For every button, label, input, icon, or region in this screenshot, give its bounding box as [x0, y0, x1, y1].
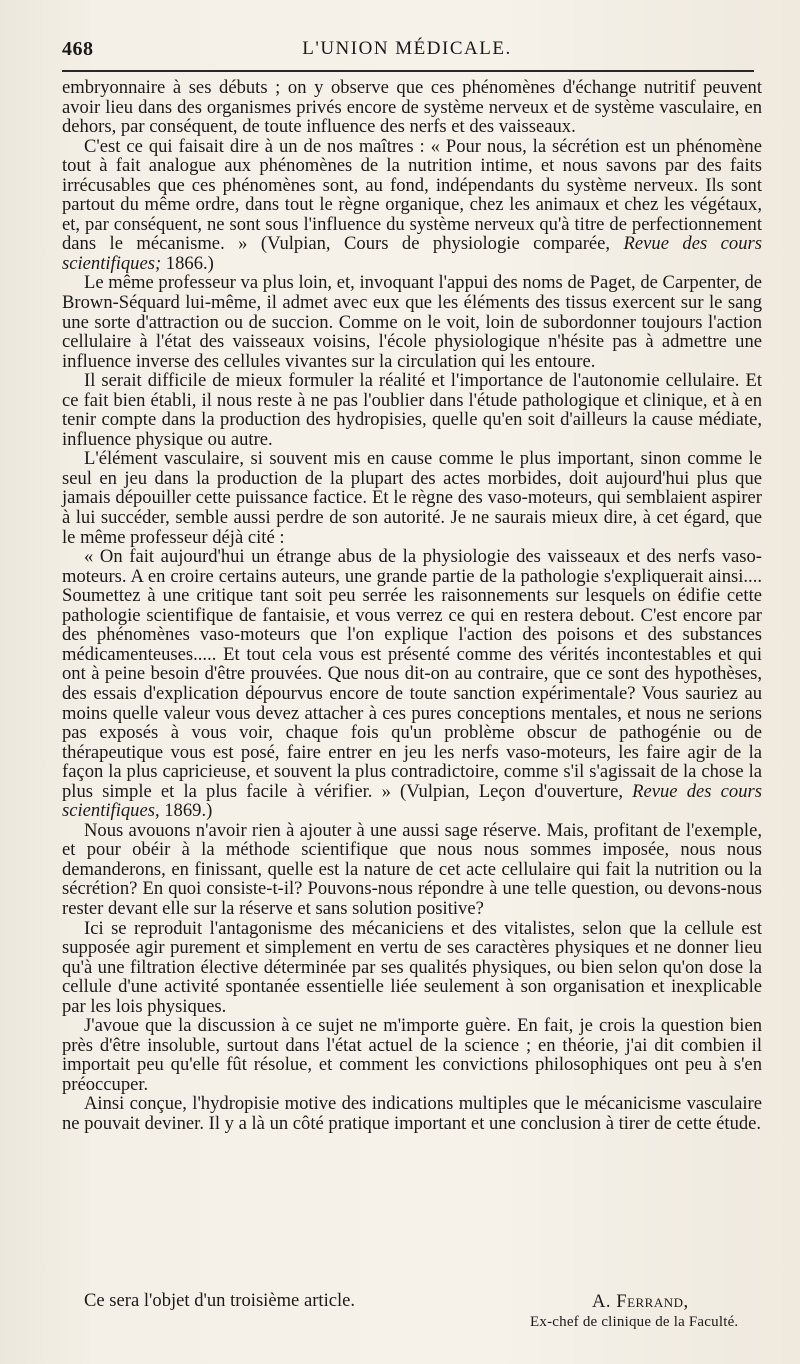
paragraph [62, 78, 762, 137]
paragraph-text: L'élément vasculaire, si souvent mis en cause comme le plus important, sinon comme le seul en jeu dans la production de la plupart des actes morbides, doit aujourd'hui plus que jamais dépouiller cette puissance factice. Et le règne des vaso-moteurs, qui semblaient aspirer à lui succéder, semble aussi perdre de son autorité. Je ne saurais mieux dire, à cet égard, que le même professeur déjà cité : [62, 448, 762, 548]
paragraph-text: Ici se reproduit l'antagonisme des mécaniciens et des vitalistes, selon que la cellule est supposée agir purement et simplement en vertu de ses caractères physiques et ne donner lieu qu'à une filtration élective déterminée par ses qualités physiques, ou bien selon qu'on dose la cellule d'une activité spontanée essentielle liée seulement à son organisation et inexplicable par les lois physiques. [62, 917, 762, 1017]
paragraph-text: , 1869.) [154, 800, 213, 822]
paragraph-text: C'est ce qui faisait dire à un de nos maîtres : « Pour nous, la sécrétion est un phénomène tout à fait analogue aux phénomènes de la nutrition intime, et nous savons par des faits irrécusables que ces phénomènes sont, au fond, indépendants du système nerveux. Ils sont partout du même ordre, dans tout le règne organique, chez les animaux et chez les végétaux, et, par conséquent, ne sont sous l'influence du système nerveux qu'à titre de perfectionnement dans le mécanisme. » (Vulpian, Cours de physiologie comparée, [62, 135, 762, 255]
paragraph-text: Nous avouons n'avoir rien à ajouter à une aussi sage réserve. Mais, profitant de l'exemple, et pour obéir à la méthode scientifique que nous nous sommes imposée, nous nous demanderons, en finissant, quelle est la nature de cet acte cellulaire qui fait la nutrition ou la sécrétion? En quoi consiste-t-il? Pouvons-nous répondre à une telle question, ou devons-nous rester devant elle sur la réserve et sans solution positive? [62, 819, 762, 919]
paragraph-text: embryonnaire à ses débuts ; on y observe que ces phénomènes d'échange nutritif peuvent avoir lieu dans des organismes privés encore de système nerveux et de système vasculaire, en dehors, par conséquent, de toute influence des nerfs et des vaisseaux. [62, 77, 762, 138]
paragraph-text: Il serait difficile de mieux formuler la réalité et l'importance de l'autonomie cellulaire. Et ce fait bien établi, il nous reste à ne pas l'oublier dans l'étude pathologique et clinique, et à en tenir compte dans la production des hydropisies, quelle qu'en soit d'ailleurs la cause médiate, influence physique ou autre. [62, 370, 762, 450]
paragraph [62, 1094, 762, 1133]
article-body [62, 78, 762, 1134]
paragraph-text: J'avoue que la discussion à ce sujet ne m'importe guère. En fait, je crois la question bien près d'être insoluble, surtout dans l'état actuel de la science ; en théorie, j'ai dit combien il importait peu qu'elle fût résolue, et comment les convictions philosophiques ont peu à s'en préoccuper. [62, 1015, 762, 1095]
paragraph [62, 1016, 762, 1094]
paragraph [62, 547, 762, 821]
page-header [62, 34, 752, 64]
paragraph-text: Le même professeur va plus loin, et, invoquant l'appui des noms de Paget, de Carpenter, de Brown-Séquard lui-même, il admet avec eux que les éléments des tissus exercent sur le sang une sorte d'attraction ou de succion. Comme on le voit, loin de subordonner toujours l'action cellulaire à l'état des vaisseaux voisins, l'école physiologique n'hésite pas à admettre une influence inverse des cellules vivantes sur la circulation qui les entoure. [62, 272, 762, 372]
closing-line: Ce sera l'objet d'un troisième article. [84, 1290, 356, 1311]
paragraph-text: Ainsi conçue, l'hydropisie motive des indications multiples que le mécanicisme vasculaire ne pouvait deviner. Il y a là un côté pratique important et une conclusion à tirer de cette étude. [62, 1093, 762, 1134]
running-title: L'UNION MÉDICALE. [302, 38, 512, 59]
paragraph [62, 919, 762, 1017]
page-number: 468 [62, 38, 94, 60]
paragraph [62, 273, 762, 371]
paragraph-text: « On fait aujourd'hui un étrange abus de la physiologie des vaisseaux et des nerfs vaso-moteurs. A en croire certains auteurs, une grande partie de la pathologie s'expliquerait ainsi.... Soumettez à une critique tant soit peu serrée les raisonnements sur lesquels on édifie cette pathologie scientifique de fantaisie, et vous verrez ce qui en restera debout. C'est encore par des phénomènes vaso-moteurs que l'on explique l'action des poisons et des substances médicamenteuses..... Et tout cela vous est présenté comme des vérités incontestables et qui ont à peine besoin d'être prouvées. Que nous dit-on au contraire, que ce sont des hypothèses, des essais d'explication dépourvus encore de toute sanction expérimentale? Vous sauriez au moins quelle valeur vous devez attacher à ces pures conceptions mentales, et nous ne serions pas exposés à vous voir, chaque fois qu'un problème obscur de pathogénie ou de thérapeutique vous est posé, faire entrer en jeu les nerfs vaso-moteurs, les faire agir de la façon la plus capricieuse, et souvent la plus contradictoire, comme s'il s'agissait de la chose la plus simple et la plus facile à vérifier. » (Vulpian, Leçon d'ouverture, [62, 546, 762, 802]
author-title: Ex-chef de clinique de la Faculté. [530, 1314, 739, 1330]
paragraph-text: 1866.) [161, 252, 214, 274]
signature-block [62, 1290, 762, 1336]
journal-title: Revue des cours scientifiques [62, 780, 762, 822]
paragraph [62, 821, 762, 919]
journal-title: Revue des cours scientifiques; [62, 233, 762, 274]
author-name: A. Ferrand, [592, 1291, 689, 1312]
paragraph [62, 371, 762, 449]
header-rule [62, 70, 754, 72]
paragraph [62, 449, 762, 547]
paragraph [62, 137, 762, 274]
